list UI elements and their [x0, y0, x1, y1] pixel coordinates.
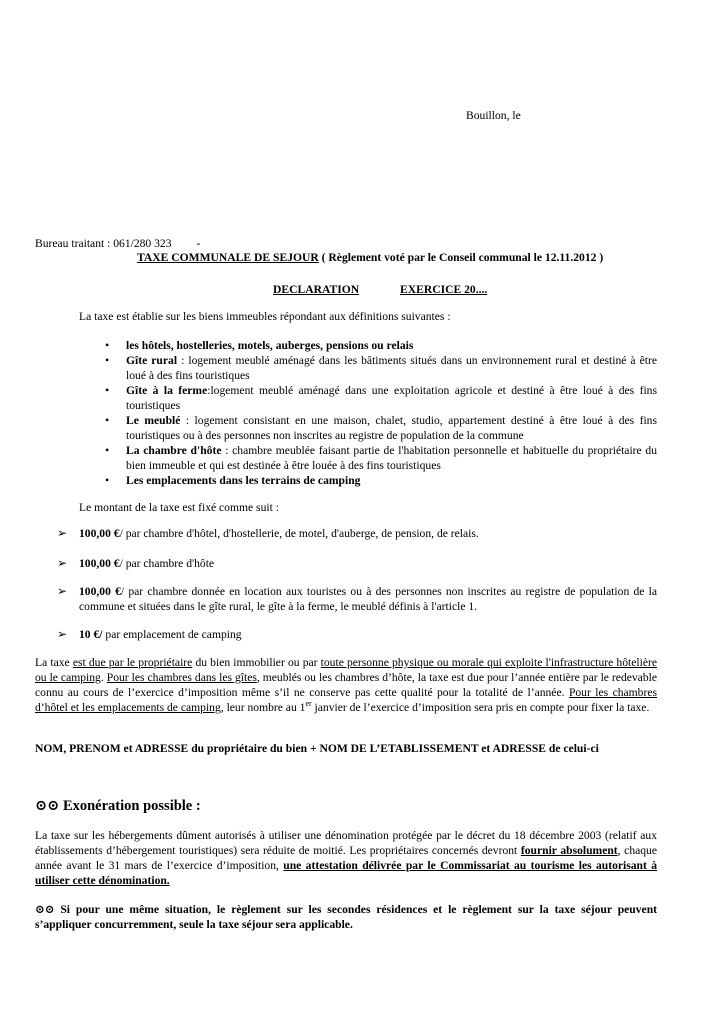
- list-item: • Gîte rural : logement meublé aménagé dans les bâtiments situés dans un environnement rural et destiné à être loué à des fins touristiques: [105, 353, 657, 382]
- title-main: TAXE COMMUNALE DE SEJOUR: [137, 251, 319, 264]
- arrow-icon: ➢: [57, 556, 68, 570]
- bureau-label: Bureau traitant : 061/280 323: [35, 237, 172, 250]
- list-item: • Le meublé : logement consistant en une maison, chalet, studio, appartement destiné à être loué à des fins touristiques ou à des personnes non inscrites au registre de population de la commune: [105, 413, 657, 442]
- declaration-label: DECLARATION: [273, 283, 360, 296]
- bullet-icon: •: [105, 353, 110, 367]
- list-item: • Gîte à la ferme:logement meublé aménagé dans une exploitation agricole et destiné à être loué à des fins touristiques: [105, 383, 657, 412]
- exoneration-text: La taxe sur les hébergements dûment autorisés à utiliser une dénomination protégée par le décret du 18 décembre 2003 (relatif aux établissements d’hébergement touristiques) sera réduite de moitié. Les propriétaires concernés devront fournir absolument, chaque année avant le 31 mars de l’exercice d’imposition, une attestation délivrée par le Commissariat au tourisme les autorisant à utiliser cette dénomination.: [35, 829, 657, 887]
- exercice-label: EXERCICE 20....: [400, 283, 488, 296]
- place-date: Bouillon, le: [466, 109, 521, 122]
- owner-line: NOM, PRENOM et ADRESSE du propriétaire du bien + NOM DE L’ETABLISSEMENT et ADRESSE de celui-ci: [35, 742, 599, 755]
- arrow-icon: ➢: [57, 584, 68, 598]
- montant-intro: Le montant de la taxe est fixé comme suit :: [79, 501, 279, 514]
- bullet-icon: •: [105, 383, 110, 397]
- bullseye-icon: ⊙⊙: [35, 798, 60, 814]
- exoneration-heading: ⊙⊙ Exonération possible :: [35, 798, 201, 814]
- bullet-icon: •: [105, 338, 110, 352]
- list-item: • La chambre d'hôte : chambre meublée faisant partie de l'habitation personnelle et habituelle du propriétaire du bien immeuble et qui est destinée à être louée à des fins touristiques: [105, 443, 657, 472]
- exoneration-note: ⊙⊙ Si pour une même situation, le règlement sur les secondes résidences et le règlement sur la taxe séjour peuvent s’appliquer concurremment, seule la taxe séjour sera applicable.: [35, 903, 657, 931]
- page-title: [137, 250, 603, 265]
- bullseye-icon: ⊙⊙: [35, 903, 55, 916]
- bullet-icon: •: [105, 413, 110, 427]
- bullet-icon: •: [105, 443, 110, 457]
- bureau-line: [35, 236, 200, 251]
- due-paragraph: La taxe est due par le propriétaire du bien immobilier ou par toute personne physique ou morale qui exploite l'infrastructure hôtelière ou le camping. Pour les chambres dans les gîtes, meublés ou les chambres d’hôte, la taxe est due pour l’année entière par le redevable connu au cours de l’exercice d’imposition même s’il ne conserve pas cette qualité pour la totalité de l’année. Pour les chambres d’hôtel et les emplacements de camping, leur nombre au 1er janvier de l’exercice d’imposition sera pris en compte pour fixer la taxe.: [35, 656, 657, 714]
- bullet-icon: •: [105, 473, 110, 487]
- arrow-icon: ➢: [57, 526, 68, 540]
- list-item: • Les emplacements dans les terrains de camping: [105, 473, 361, 487]
- bureau-dash: -: [196, 237, 201, 250]
- arrow-icon: ➢: [57, 627, 68, 641]
- list-item: • les hôtels, hostelleries, motels, auberges, pensions ou relais: [105, 338, 414, 352]
- title-reglement: ( Règlement voté par le Conseil communal le 12.11.2012 ): [318, 251, 604, 264]
- intro-text: La taxe est établie sur les biens immeubles répondant aux définitions suivantes :: [79, 310, 451, 323]
- definitions-list: [105, 338, 657, 488]
- declaration-line: [273, 282, 487, 297]
